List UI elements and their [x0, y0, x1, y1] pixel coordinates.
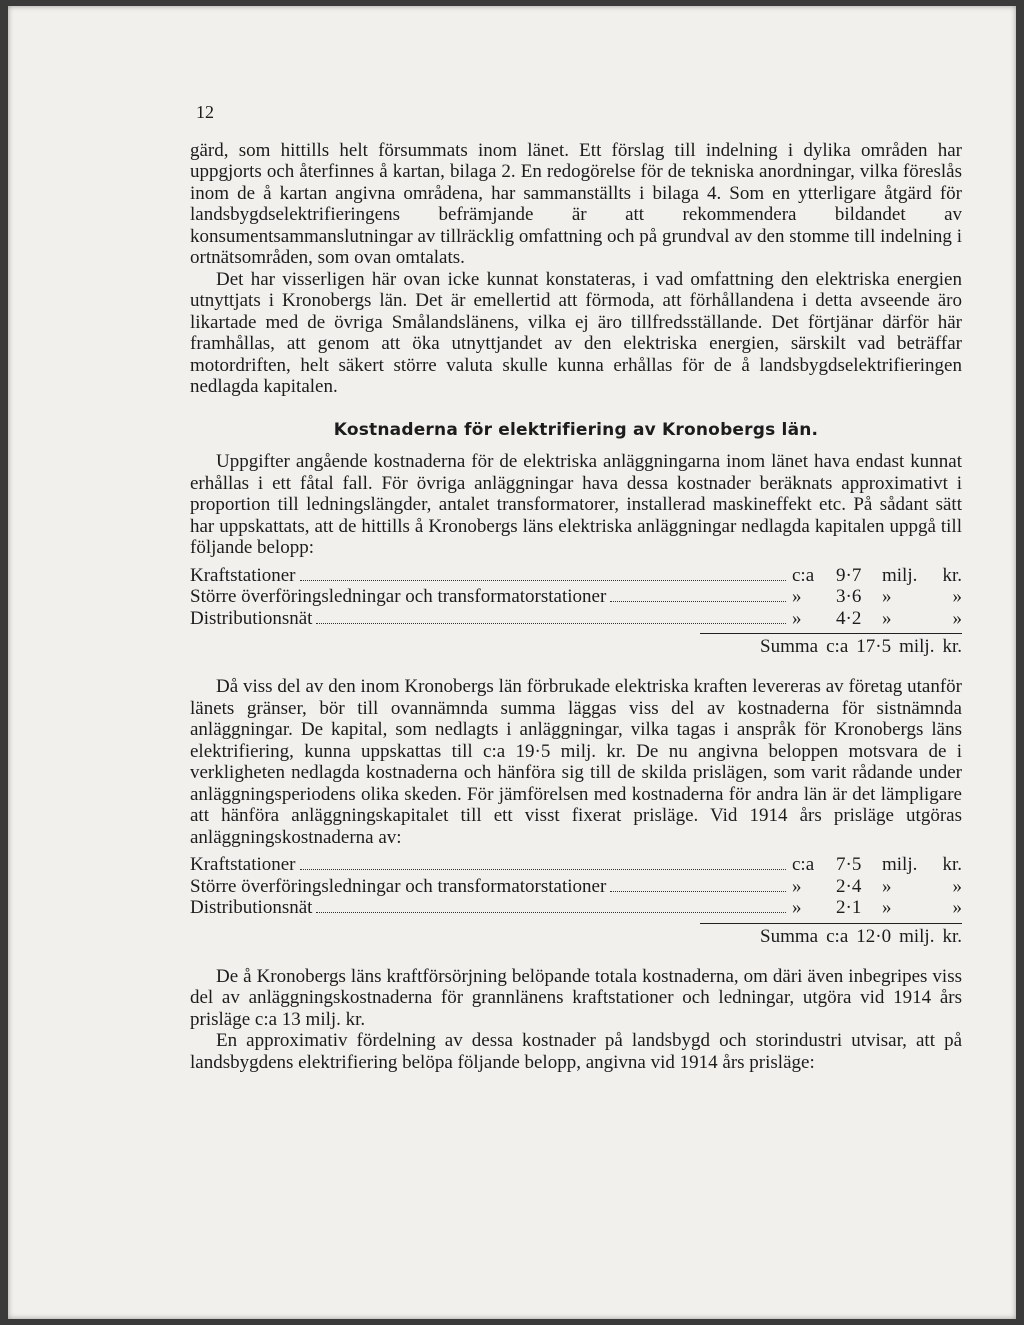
page-number: 12	[196, 102, 214, 122]
row-label: Kraftstationer	[190, 854, 296, 875]
row-label: Större överföringsledningar och transformatorstationer	[190, 875, 607, 897]
row-unit: milj.	[882, 854, 918, 875]
table-row	[190, 854, 962, 876]
cost-table-actual	[190, 565, 962, 659]
sum-prefix: c:a	[826, 636, 849, 657]
row-prefix: c:a	[792, 854, 815, 875]
leader-dots	[316, 912, 786, 913]
sum-value: 12·0	[856, 925, 892, 947]
row-value: 4·2	[836, 607, 862, 629]
section-heading: Kostnaderna för elektrifiering av Kronobergs län.	[333, 419, 819, 440]
sum-currency: kr.	[942, 636, 962, 657]
row-currency: »	[952, 607, 962, 629]
leader-dots	[300, 869, 786, 870]
row-label: Kraftstationer	[190, 564, 296, 586]
row-value: 9·7	[836, 564, 862, 586]
row-label: Distributionsnät	[190, 897, 313, 918]
row-prefix: »	[792, 897, 802, 918]
table-row	[190, 608, 962, 630]
paragraph: Då viss del av den inom Kronobergs län förbrukade elektriska kraften levereras av företag utanför länets gränser, bör till ovannämnda summa läggas viss del av kostnaderna för sistnämnda anläggningar. De kapital, som nedlagts i anläggningar, vilka tagas i anspråk för Kronobergs läns elektrifiering, kunna uppskattas till c:a 19·5 milj. kr. De nu angivna beloppen motsvara de i verkligheten nedlagda kostnaderna och hänföra sig till de skilda prislägen, som varit rådande under anläggningsperiodens olika skeden. För jämförelsen med kostnaderna för andra län är det lämpligare att hänföra anläggningskapitalet till ett visst fixerat prisläge. Vid 1914 års prisläge utgöras anläggningskostnaderna av:	[190, 676, 962, 848]
sum-label: Summa	[760, 925, 819, 947]
sum-rule	[700, 923, 962, 924]
row-currency: kr.	[942, 854, 962, 875]
table-row	[190, 586, 962, 608]
row-unit: »	[882, 607, 892, 629]
row-prefix: »	[792, 607, 802, 629]
sum-unit: milj.	[899, 636, 935, 657]
row-label: Större överföringsledningar och transformatorstationer	[190, 586, 607, 607]
row-value: 7·5	[836, 854, 862, 875]
table-row	[190, 876, 962, 898]
paragraph: De å Kronobergs läns kraftförsörjning belöpande totala kostnaderna, om däri även inbegripes viss del av anläggningskostnaderna för grannlänens kraftstationer och ledningar, utgöra vid 1914 års prisläge c:a 13 milj. kr.	[190, 965, 962, 1030]
table-row	[190, 565, 962, 587]
paragraph: En approximativ fördelning av dessa kostnader på landsbygd och storindustri utvisar, att på landsbygdens elektrifiering belöpa följande belopp, angivna vid 1914 års prisläge:	[190, 1030, 962, 1073]
sum-currency: kr.	[942, 925, 962, 947]
row-currency: »	[952, 586, 962, 607]
row-unit: »	[882, 897, 892, 918]
paragraph: Uppgifter angående kostnaderna för de elektriska anläggningarna inom länet hava endast kunnat erhållas i ett fåtal fall. För övriga anläggningar hava dessa kostnader beräknats approximativt i proportion till ledningslängder, antalet transformatorer, installerad maskineffekt etc. På sådant sätt har uppskattats, att de hittills å Kronobergs läns elektriska anläggningar nedlagda kapitalen uppgå till följande belopp:	[190, 451, 962, 558]
row-unit: milj.	[882, 564, 918, 586]
row-value: 2·1	[836, 897, 862, 918]
sum-unit: milj.	[899, 925, 935, 947]
row-currency: »	[952, 875, 962, 897]
sum-value: 17·5	[856, 636, 892, 657]
leader-dots	[300, 580, 786, 581]
sum-prefix: c:a	[826, 925, 849, 947]
row-prefix: »	[792, 875, 802, 897]
document-page	[8, 6, 1016, 1319]
table-row	[190, 897, 962, 919]
row-value: 2·4	[836, 875, 862, 897]
cost-table-1914	[190, 854, 962, 948]
paragraph: Det har visserligen här ovan icke kunnat konstateras, i vad omfattning den elektriska energien utnyttjats i Kronobergs län. Det är emellertid att förmoda, att förhållandena i detta avseende äro likartade med de övriga Smålandslänens, vilka ej äro tillfredsställande. Det förtjänar därför här framhållas, att genom att öka utnyttjandet av den elektriska energien, särskilt vad beträffar motordriften, helt säkert större valuta skulle kunna erhållas för de å landsbygdselektrifieringen nedlagda kapitalen.	[190, 268, 962, 397]
row-unit: »	[882, 875, 892, 897]
paragraph: gärd, som hittills helt försummats inom länet. Ett förslag till indelning i dylika områden har uppgjorts och återfinnes å kartan, bilaga 2. En redogörelse för de tekniska anordningar, vilka föreslås inom de å kartan angivna områdena, har sammanställts i bilaga 4. Som en ytterligare åtgärd för landsbygdselektrifieringens befrämjande är att rekommendera bildandet av konsumentsammanslutningar av tillräcklig omfattning och på grundval av den stomme till indelning i ortnätsområden, som ovan omtalats.	[190, 139, 962, 268]
sum-rule	[700, 633, 962, 634]
row-value: 3·6	[836, 586, 862, 607]
sum-row	[190, 636, 962, 658]
row-prefix: »	[792, 586, 802, 607]
row-label: Distributionsnät	[190, 607, 313, 629]
page-content	[190, 102, 962, 1073]
row-unit: »	[882, 586, 892, 607]
leader-dots	[610, 891, 786, 892]
row-currency: kr.	[942, 564, 962, 586]
row-currency: »	[952, 897, 962, 918]
row-prefix: c:a	[792, 564, 815, 586]
sum-row	[190, 926, 962, 948]
sum-label: Summa	[760, 636, 819, 657]
leader-dots	[316, 623, 786, 624]
leader-dots	[610, 601, 786, 602]
